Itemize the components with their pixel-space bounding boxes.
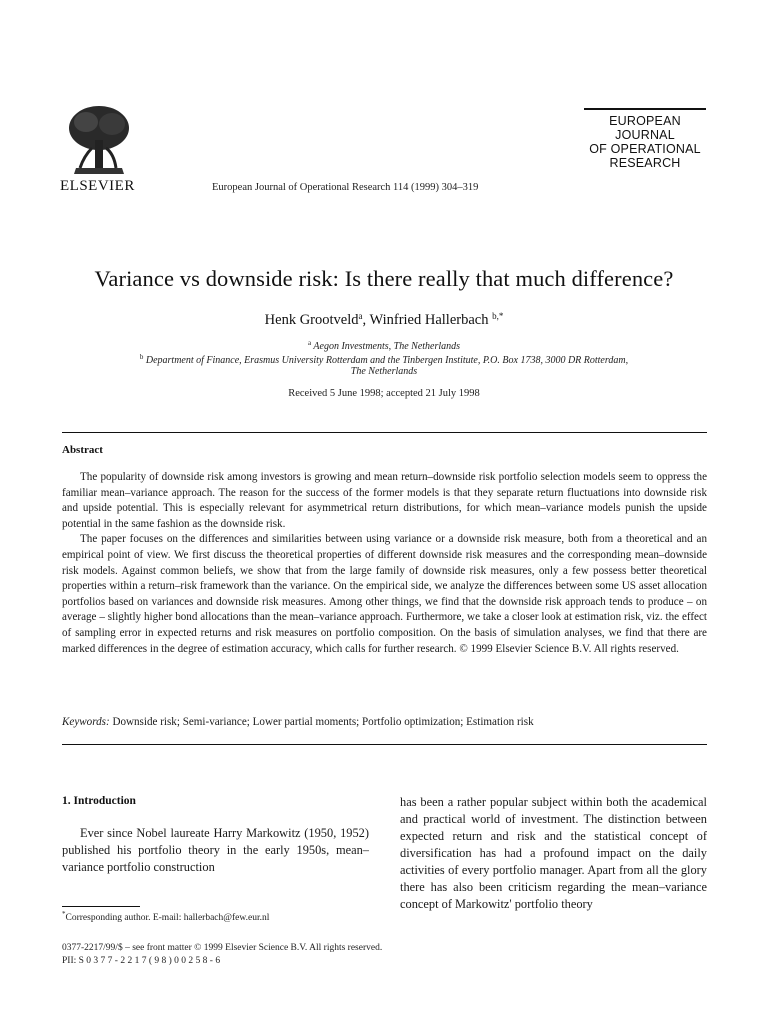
affil-mark: b — [139, 353, 144, 361]
divider — [62, 432, 707, 433]
body-column-left — [62, 825, 369, 876]
footnote-rule — [62, 906, 140, 907]
abstract-paragraph: The popularity of downside risk among investors is growing and mean return–downside risk portfolio selection models seem to oppress the familiar mean–variance approach. The reason for the success of the former models is that they separate return fluctuations into downside risk and upside potential. This is especially relevant for asymmetrical return distributions, for which mean–variance models punish the upside potential in the same fashion as the downside risk. — [62, 471, 707, 530]
author-affil-mark: a — [358, 311, 363, 321]
copyright-line: 0377-2217/99/$ – see front matter © 1999 Elsevier Science B.V. All rights reserved. — [62, 943, 383, 953]
journal-brand — [584, 108, 706, 170]
footnote-text: Corresponding author. E-mail: hallerbach@few.eur.nl — [65, 913, 270, 923]
elsevier-tree-icon — [66, 104, 132, 176]
publisher-name: ELSEVIER — [60, 178, 135, 194]
affil-text: Aegon Investments, The Netherlands — [313, 341, 461, 352]
affil-text: Department of Finance, Erasmus University Rotterdam and the Tinbergen Institute, P.O. Box 1738, 3000 DR Rotterdam, — [145, 355, 629, 366]
author-separator: , — [362, 312, 370, 328]
body-paragraph: has been a rather popular subject within both the academical and practical world of investment. The distinction between expected return and risk and the statistical concept of diversification has had a profound impact on the daily activities of every portfolio manager. Apart from all the glory there has also been criticism regarding the mean–variance concept of Markowitz' portfolio theory — [400, 795, 707, 911]
abstract-paragraph: The paper focuses on the differences and similarities between using variance or a downside risk measure, both from a theoretical and an empirical point of view. We first discuss the theoretical properties of different downside risk measures and the corresponding mean–downside risk models. Against common beliefs, we show that from the large family of downside risk measures, only a few possess better theoretical properties within a return–risk framework than the variance. On the empirical side, we analyze the differences between some US asset allocation portfolios based on variances and downside risk measures. Among other things, we find that the downside risk approach tends to produce – on average – slightly higher bond allocations than the mean–variance approach. Furthermore, we take a closer look at estimation risk, viz. the effect of sampling error in expected returns and risk measures on portfolio composition. On the basis of simulation analyses, we find that there are marked differences in the degree of estimation accuracy, which calls for further research. © 1999 Elsevier Science B.V. All rights reserved. — [62, 533, 707, 655]
brand-line: OF OPERATIONAL — [589, 142, 701, 156]
brand-line: RESEARCH — [609, 156, 681, 170]
section-heading: 1. Introduction — [62, 795, 136, 807]
copyright-footer — [62, 942, 562, 968]
received-dates: Received 5 June 1998; accepted 21 July 1998 — [288, 388, 480, 399]
affiliation-b-continued: The Netherlands — [350, 366, 418, 377]
footnote-mark: * — [62, 910, 66, 918]
divider — [62, 744, 707, 745]
affil-mark: a — [307, 339, 312, 347]
author-name: Henk Grootveld — [264, 312, 359, 328]
keywords-label: Keywords: — [62, 716, 110, 728]
paper-title: Variance vs downside risk: Is there really that much difference? — [94, 266, 674, 291]
author-affil-mark: b,* — [492, 311, 504, 321]
abstract-heading: Abstract — [62, 444, 103, 456]
journal-reference: European Journal of Operational Research 114 (1999) 304–319 — [212, 182, 479, 193]
body-paragraph: Ever since Nobel laureate Harry Markowitz (1950, 1952) published his portfolio theory in the early 1950s, mean–variance portfolio construction — [62, 826, 369, 874]
brand-line: EUROPEAN — [609, 114, 681, 128]
author-name: Winfried Hallerbach — [369, 312, 489, 328]
abstract-body — [62, 470, 707, 657]
pii-line: PII: S 0 3 7 7 - 2 2 1 7 ( 9 8 ) 0 0 2 5 8 - 6 — [62, 956, 221, 966]
brand-line: JOURNAL — [615, 128, 675, 142]
brand-rule — [584, 108, 706, 110]
footnote — [62, 910, 382, 923]
body-column-right — [400, 794, 707, 913]
elsevier-logo — [60, 104, 140, 194]
keywords — [62, 716, 707, 728]
keywords-text: Downside risk; Semi-variance; Lower partial moments; Portfolio optimization; Estimation risk — [109, 716, 534, 728]
author-list — [40, 311, 728, 329]
